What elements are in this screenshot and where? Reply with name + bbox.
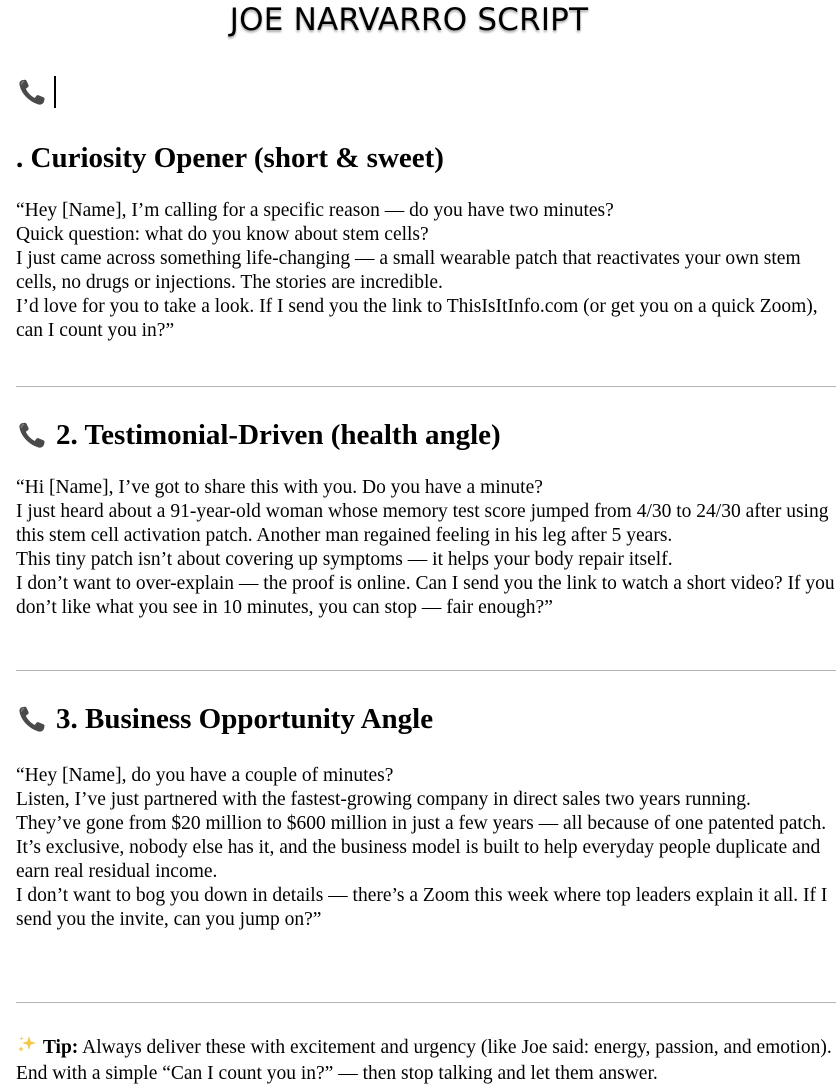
phone-icon — [16, 419, 48, 451]
script-line: This tiny patch isn’t about covering up symptoms — it helps your body repair itself. — [16, 549, 673, 570]
tip-label: Tip: — [42, 1037, 79, 1058]
tip-paragraph — [16, 1034, 836, 1087]
section-heading-text: 2. Testimonial-Driven (health angle) — [56, 419, 501, 451]
script-line: I don’t want to over-explain — the proof is online. Can I send you the link to watch a short video? If you don’t like what you see in 10 minutes, you can stop — fair enough?” — [16, 573, 835, 618]
tip-text: Always deliver these with excitement and urgency (like Joe said: energy, passion, and emotion). End with a simple “Can I count you in?” — then stop talking and let them answer. — [16, 1037, 832, 1084]
phone-icon — [16, 76, 48, 108]
section-body — [16, 199, 836, 343]
text-cursor — [54, 76, 56, 108]
document-title: JOE NARVARRO SCRIPT — [229, 2, 589, 38]
script-section-testimonial — [16, 416, 836, 620]
script-line: I don’t want to bog you down in details — there’s a Zoom this week where top leaders explain it all. If I send you the invite, can you jump on?” — [16, 885, 828, 930]
script-line: Listen, I’ve just partnered with the fastest-growing company in direct sales two years running. — [16, 789, 751, 810]
section-heading — [16, 139, 836, 177]
section-body — [16, 476, 836, 620]
section-heading — [16, 416, 836, 454]
script-line: I just came across something life-changing — a small wearable patch that reactivates your own stem cells, no drugs or injections. The stories are incredible. — [16, 248, 801, 293]
script-line: “Hey [Name], I’m calling for a specific reason — do you have two minutes? — [16, 200, 614, 221]
script-section-business-opportunity — [16, 700, 836, 932]
script-line: I just heard about a 91-year-old woman whose memory test score jumped from 4/30 to 24/30 after using this stem cell activation patch. Another man regained feeling in his leg after 5 years. — [16, 501, 829, 546]
section-divider — [16, 386, 836, 387]
script-section-curiosity-opener — [16, 139, 836, 343]
section-heading-text: 3. Business Opportunity Angle — [56, 703, 434, 735]
script-line: Quick question: what do you know about stem cells? — [16, 224, 429, 245]
section-divider — [16, 1002, 836, 1003]
script-line: I’d love for you to take a look. If I send you the link to ThisIsItInfo.com (or get you on a quick Zoom), can I count you in?” — [16, 296, 818, 341]
section-heading — [16, 700, 836, 738]
script-line: “Hey [Name], do you have a couple of minutes? — [16, 765, 394, 786]
editor-cursor-line[interactable] — [16, 72, 56, 112]
section-body — [16, 764, 836, 932]
section-divider — [16, 670, 836, 671]
script-line: They’ve gone from $20 million to $600 million in just a few years — all because of one patented patch. — [16, 813, 827, 834]
phone-icon — [16, 703, 48, 735]
sparkles-icon — [16, 1034, 38, 1056]
script-line: It’s exclusive, nobody else has it, and the business model is built to help everyday people duplicate and earn real residual income. — [16, 837, 821, 882]
section-heading-text: . Curiosity Opener (short & sweet) — [16, 142, 444, 174]
script-line: “Hi [Name], I’ve got to share this with you. Do you have a minute? — [16, 477, 543, 498]
